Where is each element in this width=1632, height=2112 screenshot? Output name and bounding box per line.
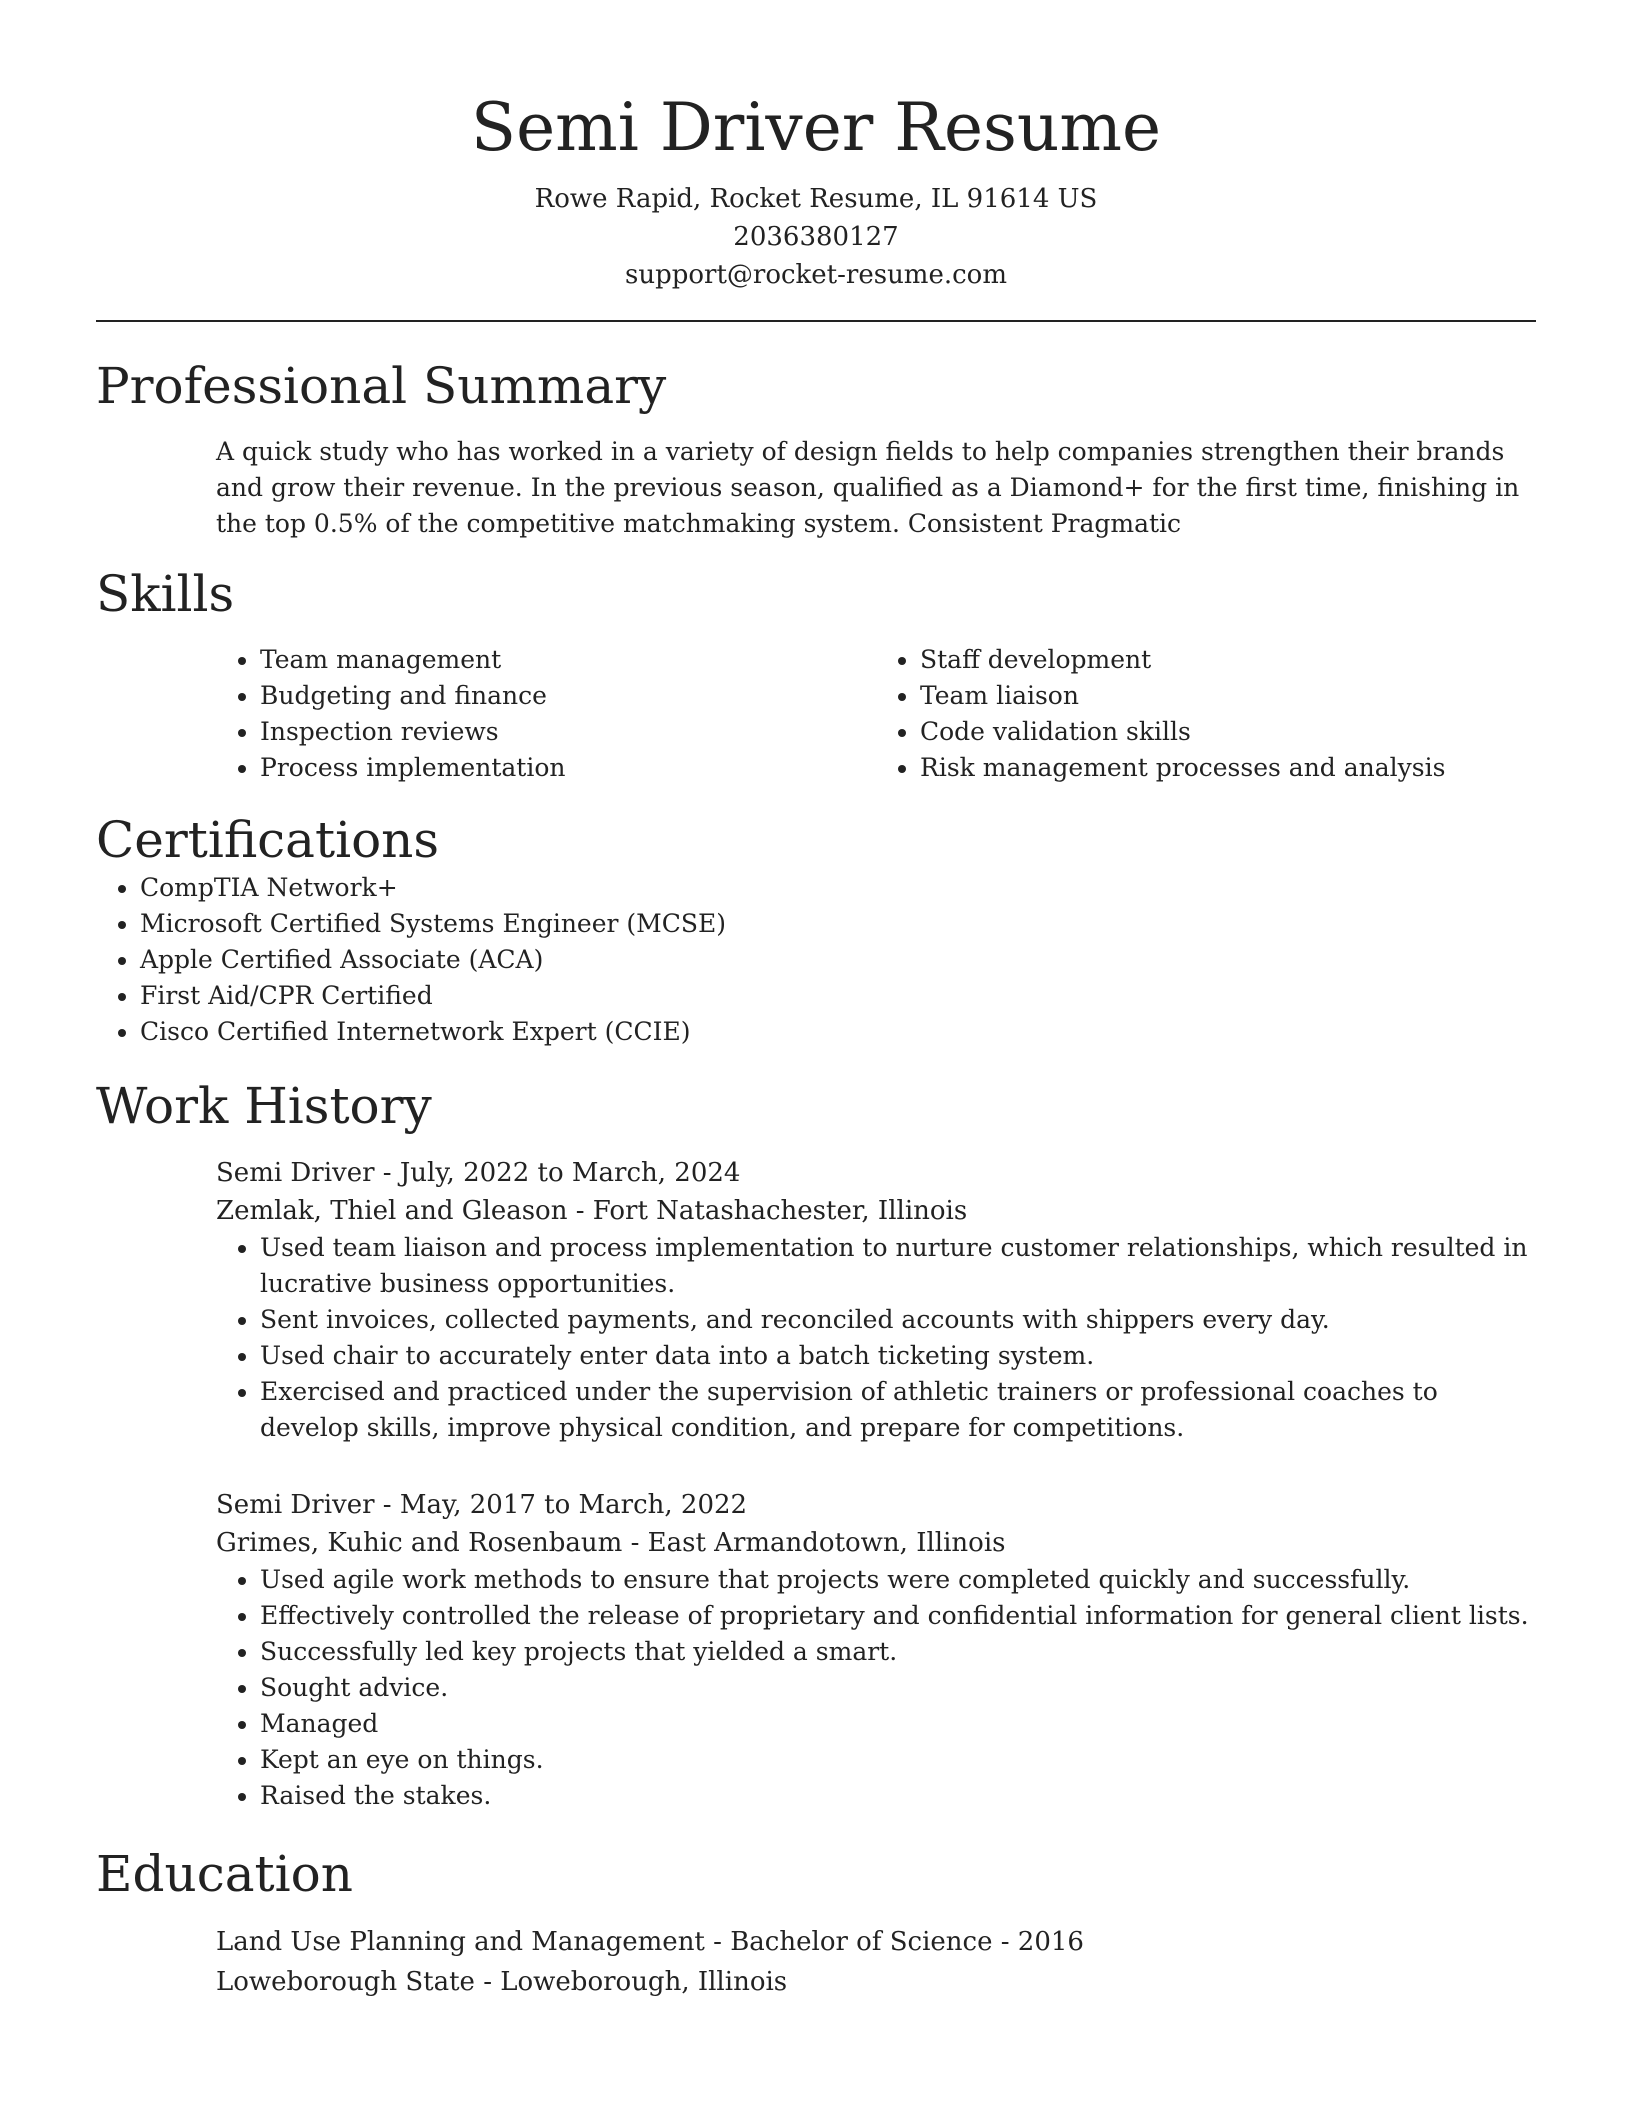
certification-item: • Microsoft Certified Systems Engineer (MCSE) (140, 906, 1536, 942)
certification-item: • Apple Certified Associate (ACA) (140, 942, 1536, 978)
job-entry (216, 1486, 1536, 1814)
certifications-heading: Certifications (96, 811, 440, 869)
job-bullet: • Exercised and practiced under the supervision of athletic trainers or professional coaches to develop skills, improve physical condition, and prepare for competitions. (260, 1374, 1536, 1446)
summary-section (96, 356, 1536, 542)
skills-columns (216, 642, 1536, 786)
certifications-section (96, 810, 1536, 1050)
certification-item: • CompTIA Network+ (140, 870, 1536, 906)
skills-list-right (876, 642, 1536, 786)
job-bullet: • Managed (260, 1706, 1536, 1742)
certification-item: • First Aid/CPR Certified (140, 978, 1536, 1014)
job-bullet: • Kept an eye on things. (260, 1742, 1536, 1778)
contact-phone: 2036380127 (733, 222, 899, 252)
job-bullet: • Used team liaison and process implementation to nurture customer relationships, which resulted in lucrative business opportunities. (260, 1230, 1536, 1302)
job-entry (216, 1154, 1536, 1446)
resume-title: Semi Driver Resume (470, 89, 1162, 166)
summary-heading: Professional Summary (96, 357, 667, 415)
work-history-heading: Work History (96, 1077, 432, 1135)
skill-item: • Team management (260, 642, 876, 678)
job-bullet: • Effectively controlled the release of proprietary and confidential information for general client lists. (260, 1598, 1536, 1634)
skill-item: • Risk management processes and analysis (920, 750, 1536, 786)
job-title-line: Semi Driver - May, 2017 to March, 2022 (216, 1490, 748, 1520)
contact-address: Rowe Rapid, Rocket Resume, IL 91614 US (534, 184, 1098, 214)
skills-heading: Skills (96, 565, 235, 623)
skill-item: • Code validation skills (920, 714, 1536, 750)
education-school-line: Loweborough State - Loweborough, Illinois (216, 1967, 788, 1997)
job-company-line: Zemlak, Thiel and Gleason - Fort Natashachester, Illinois (216, 1196, 968, 1226)
header-divider (96, 320, 1536, 322)
education-section (96, 1844, 1536, 2002)
certifications-list (96, 870, 1536, 1050)
certification-item: • Cisco Certified Internetwork Expert (CCIE) (140, 1014, 1536, 1050)
work-history-section (96, 1076, 1536, 1814)
summary-text: A quick study who has worked in a variety of design fields to help companies strengthen their brands and grow their revenue. In the previous season, qualified as a Diamond+ for the first time, finishing in the top 0.5% of the competitive matchmaking system. Consistent Pragmatic (216, 437, 1520, 538)
job-bullets (216, 1562, 1536, 1814)
skills-list-left (216, 642, 876, 786)
skill-item: • Budgeting and finance (260, 678, 876, 714)
skills-section (96, 564, 1536, 786)
job-bullet: • Used agile work methods to ensure that projects were completed quickly and successfully. (260, 1562, 1536, 1598)
skill-item: • Team liaison (920, 678, 1536, 714)
skill-item: • Process implementation (260, 750, 876, 786)
job-bullet: • Raised the stakes. (260, 1778, 1536, 1814)
job-bullet: • Sent invoices, collected payments, and reconciled accounts with shippers every day. (260, 1302, 1536, 1338)
job-bullet: • Used chair to accurately enter data into a batch ticketing system. (260, 1338, 1536, 1374)
education-degree-line: Land Use Planning and Management - Bachelor of Science - 2016 (216, 1927, 1084, 1957)
job-bullet: • Successfully led key projects that yielded a smart. (260, 1634, 1536, 1670)
education-heading: Education (96, 1845, 353, 1903)
resume-header (96, 86, 1536, 294)
job-company-line: Grimes, Kuhic and Rosenbaum - East Armandotown, Illinois (216, 1528, 1006, 1558)
education-entry (216, 1922, 1536, 2002)
job-title-line: Semi Driver - July, 2022 to March, 2024 (216, 1158, 741, 1188)
job-bullets (216, 1230, 1536, 1446)
skill-item: • Staff development (920, 642, 1536, 678)
contact-email: support@rocket-resume.com (624, 260, 1007, 290)
skill-item: • Inspection reviews (260, 714, 876, 750)
job-bullet: • Sought advice. (260, 1670, 1536, 1706)
